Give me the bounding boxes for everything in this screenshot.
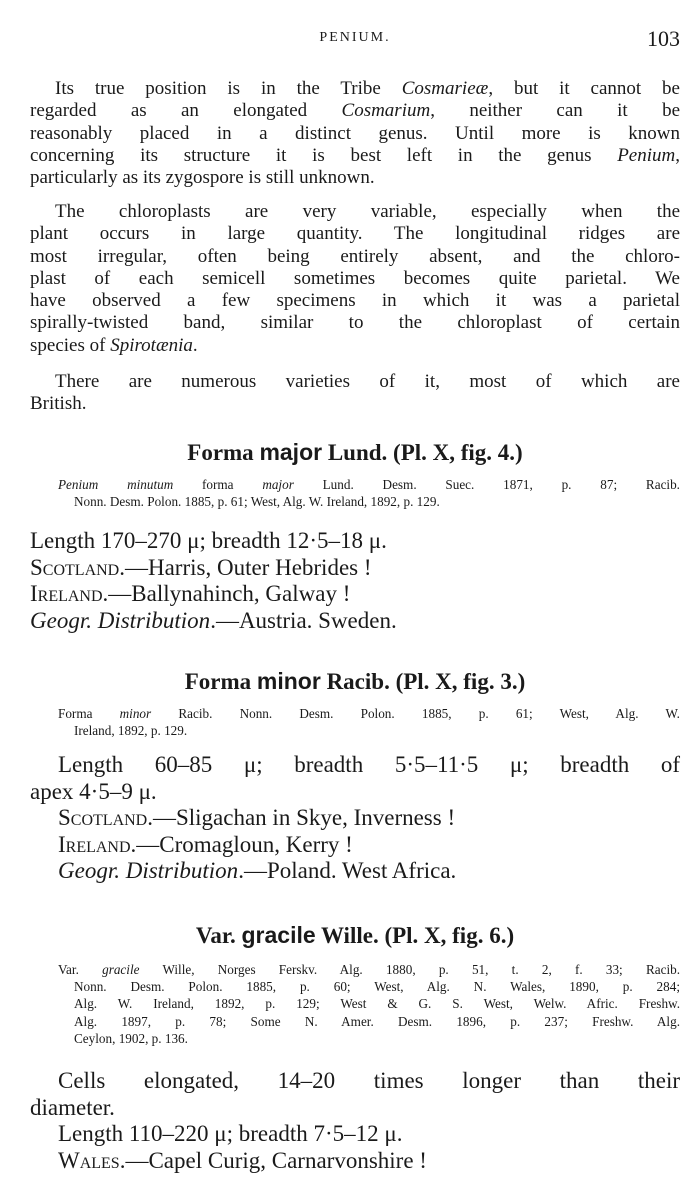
text-line: spirally-twisted band, similar to the chloroplast of certain bbox=[30, 312, 680, 334]
page-header bbox=[30, 26, 680, 56]
heading-forma-minor: Forma minor Racib. (Pl. X, fig. 3.) bbox=[184, 668, 526, 694]
locality-ireland: Ireland.—Ballynahinch, Galway ! bbox=[30, 581, 351, 606]
intro-paragraph-2 bbox=[30, 201, 680, 357]
size-line: Length 170–270 μ; breadth 12·5–18 μ. bbox=[30, 528, 387, 553]
locality-wales: Wales.—Capel Curig, Carnarvonshire ! bbox=[58, 1147, 427, 1173]
text-line: regarded as an elongated Cosmarium, neither can it be bbox=[30, 100, 680, 122]
intro-paragraph-1 bbox=[30, 78, 680, 189]
ref-line: Nonn. Desm. Polon. 1885, p. 61; West, Alg. W. Ireland, 1892, p. 129. bbox=[74, 494, 440, 510]
heading-forma-major: Forma major Lund. (Pl. X, fig. 4.) bbox=[187, 439, 523, 465]
ref-line: Penium minutum forma major Lund. Desm. Suec. 1871, p. 87; Racib. bbox=[58, 477, 680, 492]
ref-line: Var. gracile Wille, Norges Ferskv. Alg. 1880, p. 51, t. 2, f. 33; Racib. bbox=[58, 962, 681, 977]
geographic-distribution: Geogr. Distribution.—Poland. West Africa. bbox=[58, 858, 457, 883]
ref-line: Ireland, 1892, p. 129. bbox=[74, 723, 188, 739]
size-line-continued: apex 4·5–9 μ. bbox=[30, 778, 157, 804]
text-line: species of Spirotænia. bbox=[30, 334, 198, 356]
ref-line: Nonn. Desm. Polon. 1885, p. 60; West, Alg. N. Wales, 1890, p. 284; bbox=[74, 979, 680, 995]
text-line: particularly as its zygospore is still unknown. bbox=[30, 167, 375, 189]
text-line: plast of each semicell sometimes becomes quite parietal. We bbox=[30, 267, 680, 289]
text-line: Its true position is in the Tribe Cosmarieæ, but it cannot be bbox=[55, 78, 680, 99]
text-line: The chloroplasts are very variable, especially when the bbox=[55, 201, 680, 222]
locality-ireland: Ireland.—Cromagloun, Kerry ! bbox=[58, 831, 353, 857]
text-line: plant occurs in large quantity. The longitudinal ridges are bbox=[30, 223, 680, 245]
text-line: most irregular, often being entirely absent, and the chloro- bbox=[30, 245, 680, 267]
reference-var-gracile bbox=[58, 961, 680, 1047]
page-number: 103 bbox=[647, 26, 680, 51]
ref-line: Forma minor Racib. Nonn. Desm. Polon. 1885, p. 61; West, Alg. W. bbox=[58, 706, 680, 721]
ref-line: Alg. 1897, p. 78; Some N. Amer. Desm. 1896, p. 237; Freshw. Alg. bbox=[74, 1013, 680, 1029]
ref-line: Ceylon, 1902, p. 136. bbox=[74, 1030, 188, 1046]
reference-forma-minor bbox=[58, 705, 680, 739]
text-line: There are numerous varieties of it, most of which are bbox=[55, 371, 680, 392]
running-title: PENIUM. bbox=[319, 30, 391, 45]
text-line: have observed a few specimens in which it was a parietal bbox=[30, 290, 680, 312]
ref-line: Alg. W. Ireland, 1892, p. 129; West & G. S. West, Welw. Afric. Freshw. bbox=[74, 996, 680, 1012]
locality-scotland: Scotland.—Harris, Outer Hebrides ! bbox=[30, 554, 372, 580]
reference-forma-major bbox=[58, 476, 680, 510]
locality-scotland: Scotland.—Sligachan in Skye, Inverness ! bbox=[58, 805, 456, 830]
intro-paragraph-3 bbox=[30, 371, 680, 416]
text-line: British. bbox=[30, 393, 87, 415]
description-line-continued: diameter. bbox=[30, 1094, 115, 1120]
size-line: Length 60–85 μ; breadth 5·5–11·5 μ; breadth of bbox=[58, 752, 680, 777]
description-line: Cells elongated, 14–20 times longer than their bbox=[58, 1068, 680, 1093]
text-line: concerning its structure it is best left in the genus Penium, bbox=[30, 144, 680, 166]
text-line: reasonably placed in a distinct genus. Until more is known bbox=[30, 122, 680, 144]
data-var-gracile bbox=[30, 1068, 680, 1174]
size-line: Length 110–220 μ; breadth 7·5–12 μ. bbox=[58, 1121, 403, 1146]
data-forma-major bbox=[30, 528, 680, 634]
geographic-distribution: Geogr. Distribution.—Austria. Sweden. bbox=[30, 607, 397, 633]
heading-var-gracile: Var. gracile Wille. (Pl. X, fig. 6.) bbox=[195, 922, 515, 948]
data-forma-minor bbox=[30, 752, 680, 885]
